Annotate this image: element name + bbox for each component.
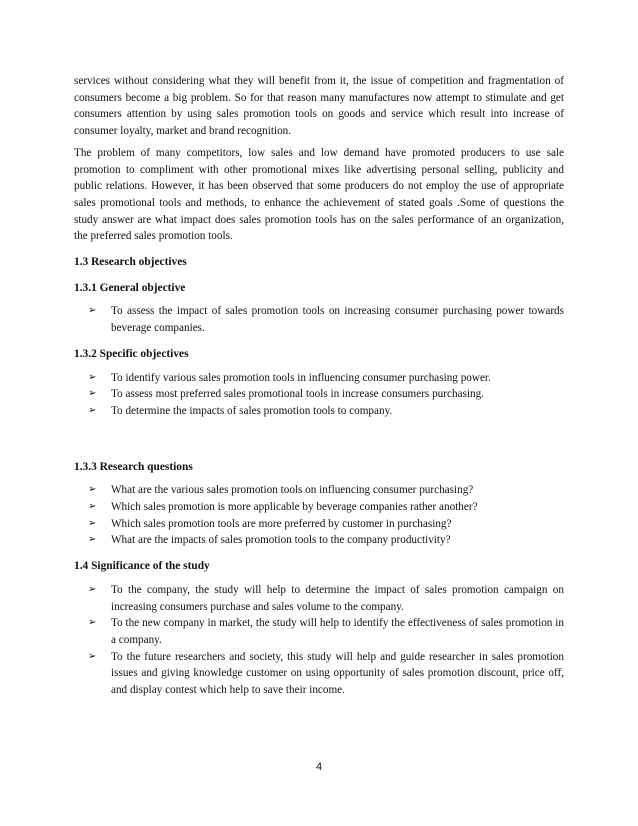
bullet-list: [74, 482, 564, 549]
page-content: [74, 73, 564, 705]
arrow-bullet-icon: ➢: [88, 650, 97, 662]
arrow-bullet-icon: ➢: [88, 388, 97, 400]
spacer: [74, 426, 564, 450]
section-heading: 1.3.1 General objective: [74, 281, 186, 294]
arrow-bullet-icon: ➢: [88, 501, 97, 513]
list-item-text: To identify various sales promotion tools in influencing consumer purchasing power.: [111, 371, 491, 384]
list-item: [74, 649, 564, 699]
list-item: [74, 482, 564, 499]
list-item: [74, 532, 564, 549]
list-item-text: To assess most preferred sales promotional tools in increase consumers purchasing.: [111, 388, 484, 401]
section-heading: 1.4 Significance of the study: [74, 560, 210, 573]
bullet-list: [74, 370, 564, 420]
arrow-bullet-icon: ➢: [88, 534, 97, 546]
list-item-text: Which sales promotion tools are more preferred by customer in purchasing?: [111, 517, 452, 530]
section-heading: 1.3 Research objectives: [74, 256, 187, 269]
list-item: [74, 403, 564, 420]
bullet-list: [74, 582, 564, 699]
arrow-bullet-icon: ➢: [88, 583, 97, 595]
list-item: [74, 303, 564, 336]
arrow-bullet-icon: ➢: [88, 404, 97, 416]
list-item-text: Which sales promotion is more applicable by beverage companies rather another?: [111, 501, 478, 514]
arrow-bullet-icon: ➢: [88, 617, 97, 629]
list-item: [74, 516, 564, 533]
list-item: [74, 615, 564, 648]
list-item-text: To the future researchers and society, this study will help and guide researcher in sales promotion issues and giving knowledge customer on using opportunity of sales promotion discount, price off, and display contest which help to save their income.: [111, 650, 564, 697]
arrow-bullet-icon: ➢: [88, 305, 97, 317]
list-item: [74, 386, 564, 403]
list-item-text: What are the various sales promotion tools on influencing consumer purchasing?: [111, 484, 474, 497]
body-paragraph: services without considering what they will benefit from it, the issue of competition and fragmentation of consumers become a big problem. So for that reason many manufactures now attempt to stimulate and get consumers attention by using sales promotion tools on goods and service which result into increase of consumer loyalty, market and brand recognition.: [74, 75, 564, 138]
arrow-bullet-icon: ➢: [88, 484, 97, 496]
body-paragraph: The problem of many competitors, low sales and low demand have promoted producers to use sale promotion to compliment with other promotional mixes like advertising personal selling, publicity and public relations. However, it has been observed that some producers do not employ the use of appropriate sales promotional tools and methods, to enhance the achievement of stated goals .Some of questions the study answer are what impact does sales promotion tools has on the sales performance of an organization, the preferred sales promotion tools.: [74, 146, 564, 243]
arrow-bullet-icon: ➢: [88, 517, 97, 529]
list-item: [74, 499, 564, 516]
list-item-text: To assess the impact of sales promotion tools on increasing consumer purchasing power towards beverage companies.: [111, 305, 564, 335]
list-item: [74, 582, 564, 615]
list-item: [74, 370, 564, 387]
bullet-list: [74, 303, 564, 336]
list-item-text: To determine the impacts of sales promotion tools to company.: [111, 404, 393, 417]
list-item-text: What are the impacts of sales promotion tools to the company productivity?: [111, 534, 451, 547]
list-item-text: To the company, the study will help to determine the impact of sales promotion campaign on increasing consumers purchase and sales volume to the company.: [111, 583, 564, 613]
list-item-text: To the new company in market, the study will help to identify the effectiveness of sales promotion in a company.: [111, 617, 564, 646]
section-heading: 1.3.2 Specific objectives: [74, 347, 189, 360]
section-heading: 1.3.3 Research questions: [74, 460, 193, 473]
page-number: 4: [315, 761, 323, 773]
arrow-bullet-icon: ➢: [88, 371, 97, 383]
